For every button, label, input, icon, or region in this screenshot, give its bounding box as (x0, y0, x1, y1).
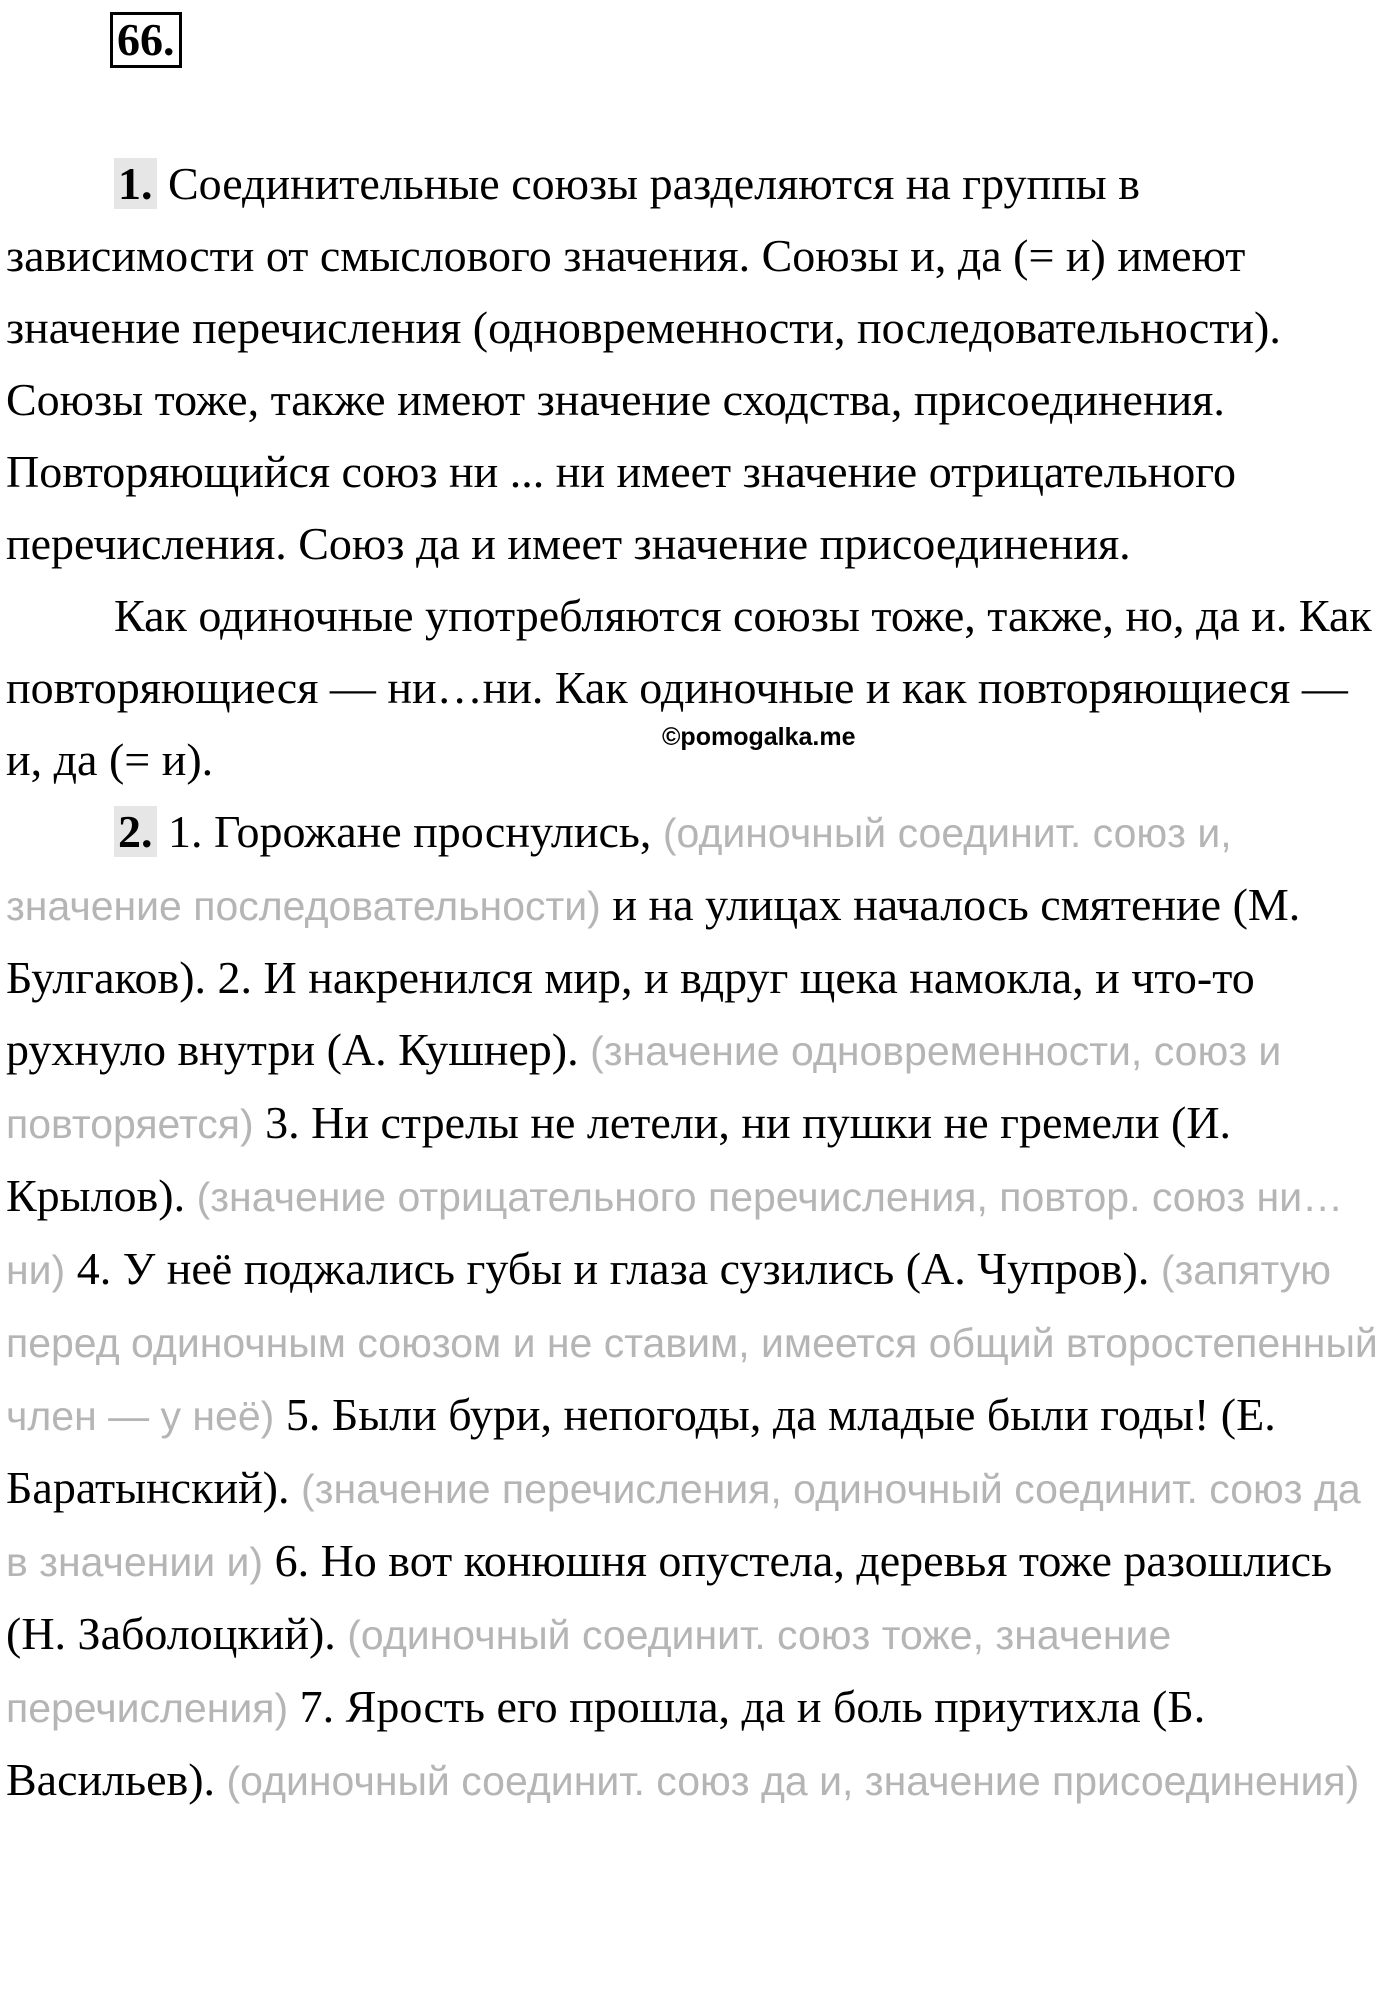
sentence-5: 5. Были бури, непогоды, да младые были годы! (Е. Баратынский). (6, 1389, 1276, 1513)
sentence-1-continued: и на улицах началось смятение (М. Булгаков). 2. И накренился мир, и вдруг щека намокла, и что-то рухнуло внутри (А. Кушнер). (6, 879, 1301, 1075)
part1-paragraph-2 (6, 580, 1391, 796)
part2-label: 2. (114, 806, 157, 857)
sentence-6: 6. Но вот конюшня опустела, деревья тоже разошлись (Н. Заболоцкий). (6, 1535, 1333, 1659)
sentence-4: 4. У неё поджались губы и глаза сузились (А. Чупров). (76, 1243, 1150, 1294)
sentence-1: 1. Горожане проснулись, (168, 806, 652, 857)
watermark: ©pomogalka.me (658, 722, 859, 752)
part1-text-2: Как одиночные употребляются союзы тоже, также, но, да и. Как повторяющиеся — ни…ни. Как одиночные и как повторяющиеся — и, да (= и). (6, 590, 1372, 785)
task-number (110, 12, 182, 68)
answer-text (6, 148, 1391, 1817)
part1-paragraph-1 (6, 148, 1391, 580)
note-2: (значение одновременности, союз и повторяется) (6, 1028, 1282, 1147)
note-4: (запятую перед одиночным союзом и не ставим, имеется общий второстепенный член — у неё) (6, 1247, 1378, 1439)
sentence-3: 3. Ни стрелы не летели, ни пушки не гремели (И. Крылов). (6, 1097, 1232, 1221)
note-3: (значение отрицательного перечисления, повтор. союз ни…ни) (6, 1174, 1344, 1293)
note-5: (значение перечисления, одиночный соединит. союз да в значении и) (6, 1466, 1361, 1585)
part1-label: 1. (114, 158, 157, 209)
part2-paragraph (6, 796, 1391, 1817)
note-6: (одиночный соединит. союз тоже, значение перечисления) (6, 1612, 1172, 1731)
note-1: (одиночный соединит. союз и, значение последовательности) (6, 810, 1232, 929)
part1-text-1: Соединительные союзы разделяются на группы в зависимости от смыслового значения. Союзы и, да (= и) имеют значение перечисления (одновременности, последовательности). Союзы тоже, также имеют значение сходства, присоединения. Повторяющийся союз ни ... ни имеет значение отрицательного перечисления. Союз да и имеет значение присоединения. (6, 158, 1281, 569)
task-number-box (110, 12, 182, 68)
note-7: (одиночный соединит. союз да и, значение присоединения) (226, 1758, 1360, 1804)
sentence-7: 7. Ярость его прошла, да и боль приутихла (Б. Васильев). (6, 1681, 1206, 1805)
task-number-text: 66. (117, 14, 175, 65)
